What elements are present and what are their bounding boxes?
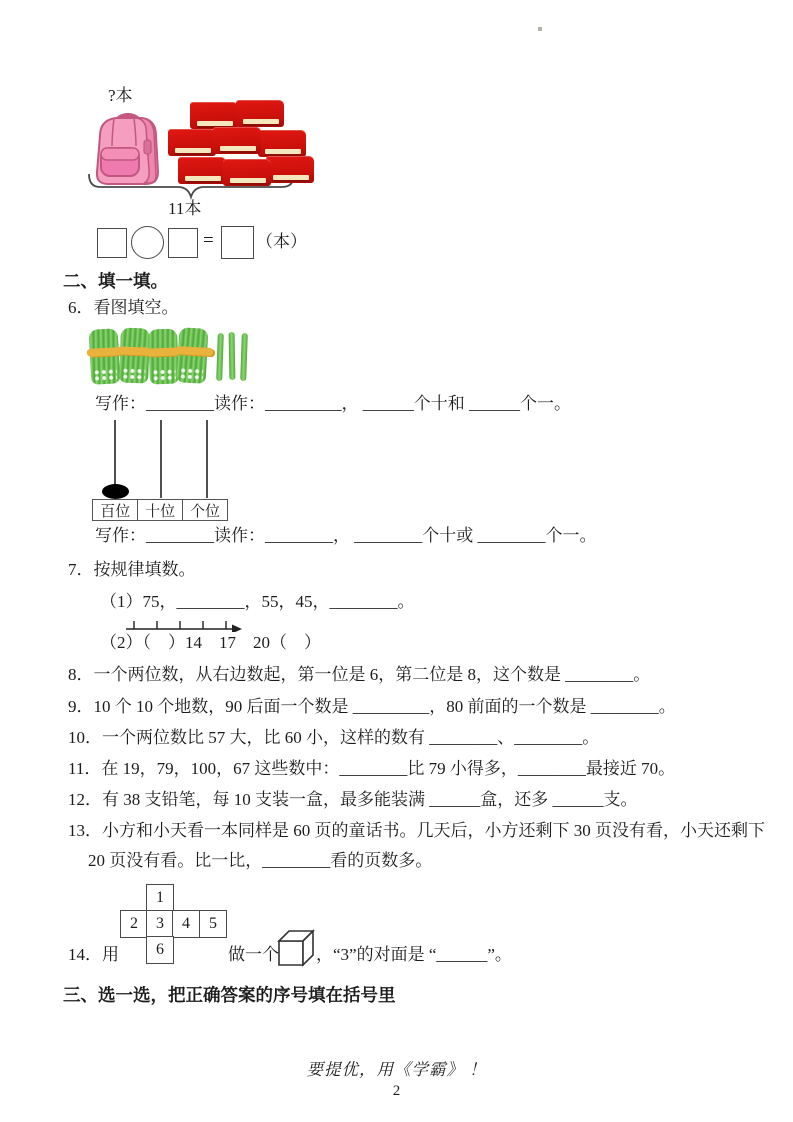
question-10: 10．一个两位数比 57 大，比 60 小，这样的数有 ________、________。: [68, 728, 600, 747]
net-cell-2: 2: [120, 910, 148, 938]
operator-circle: [131, 226, 164, 259]
sticks-image: [90, 327, 255, 389]
question-14-pre: 14．用: [68, 945, 119, 964]
q7-part2: （2）（ ）14 17 20（ ）: [100, 633, 321, 652]
question-14-mid: 做一个: [228, 945, 279, 964]
answer-box-result: [221, 226, 254, 259]
question-8: 8．一个两位数，从右边数起，第一位是 6，第二位是 8，这个数是 ________。: [68, 665, 651, 684]
unit-label: （本）: [256, 232, 307, 251]
answer-box-2: [168, 228, 198, 258]
question-14-post: ，“3”的对面是 “______”。: [316, 945, 512, 964]
question-13-line2: 20 页没有看。比一比，________看的页数多。: [88, 851, 433, 870]
question-9: 9．10 个 10 个地数，90 后面一个数是 _________，80 前面的一个数是 ________。: [68, 697, 676, 716]
question-13-line1: 13．小方和小天看一本同样是 60 页的童话书。几天后，小方还剩下 30 页没有看，小天还剩下: [68, 821, 765, 840]
section-2-heading: 二、填一填。: [63, 271, 168, 291]
page-number: 2: [392, 1083, 401, 1099]
scan-artifact-dot: [538, 27, 542, 31]
books-pile-image: [168, 100, 316, 190]
answer-box-1: [97, 228, 127, 258]
q7-part1: （1）75，________，55，45，________。: [100, 592, 415, 611]
question-6-label: 6．看图填空。: [68, 298, 179, 317]
question-12: 12．有 38 支铅笔，每 10 支装一盒，最多能装满 ______盒，还多 ______支。: [68, 790, 638, 809]
q6-line2: 写作：________读作：________， ________个十或 ________个一。: [95, 526, 597, 545]
place-value-table: [92, 499, 228, 521]
backpack-count-label: ?本: [108, 86, 133, 105]
net-cell-5: 5: [199, 910, 227, 938]
net-cell-3: 3: [146, 910, 174, 938]
equals-sign: =: [203, 230, 214, 251]
section-3-heading: 三、选一选，把正确答案的序号填在括号里: [63, 985, 396, 1005]
net-cell-1: 1: [146, 884, 174, 912]
abacus-bead-hundreds: [102, 484, 129, 499]
books-count-label: 11本: [168, 199, 202, 218]
place-value-tens: 十位: [137, 499, 184, 521]
place-value-hundreds: 百位: [92, 499, 139, 521]
net-cell-4: 4: [172, 910, 200, 938]
place-value-ones: 个位: [182, 499, 229, 521]
footer-slogan: 要提优，用《学霸》 ！: [306, 1060, 487, 1079]
question-11: 11．在 19，79，100，67 这些数中：________比 79 小得多，________最接近 70。: [68, 759, 676, 778]
abacus-image: [92, 418, 234, 520]
number-line: [126, 617, 242, 632]
q6-line1: 写作：________读作：_________， ______个十和 ______个一。: [95, 394, 571, 413]
net-cell-6: 6: [146, 936, 174, 964]
cube-image: [274, 928, 318, 970]
question-7-label: 7．按规律填数。: [68, 560, 196, 579]
